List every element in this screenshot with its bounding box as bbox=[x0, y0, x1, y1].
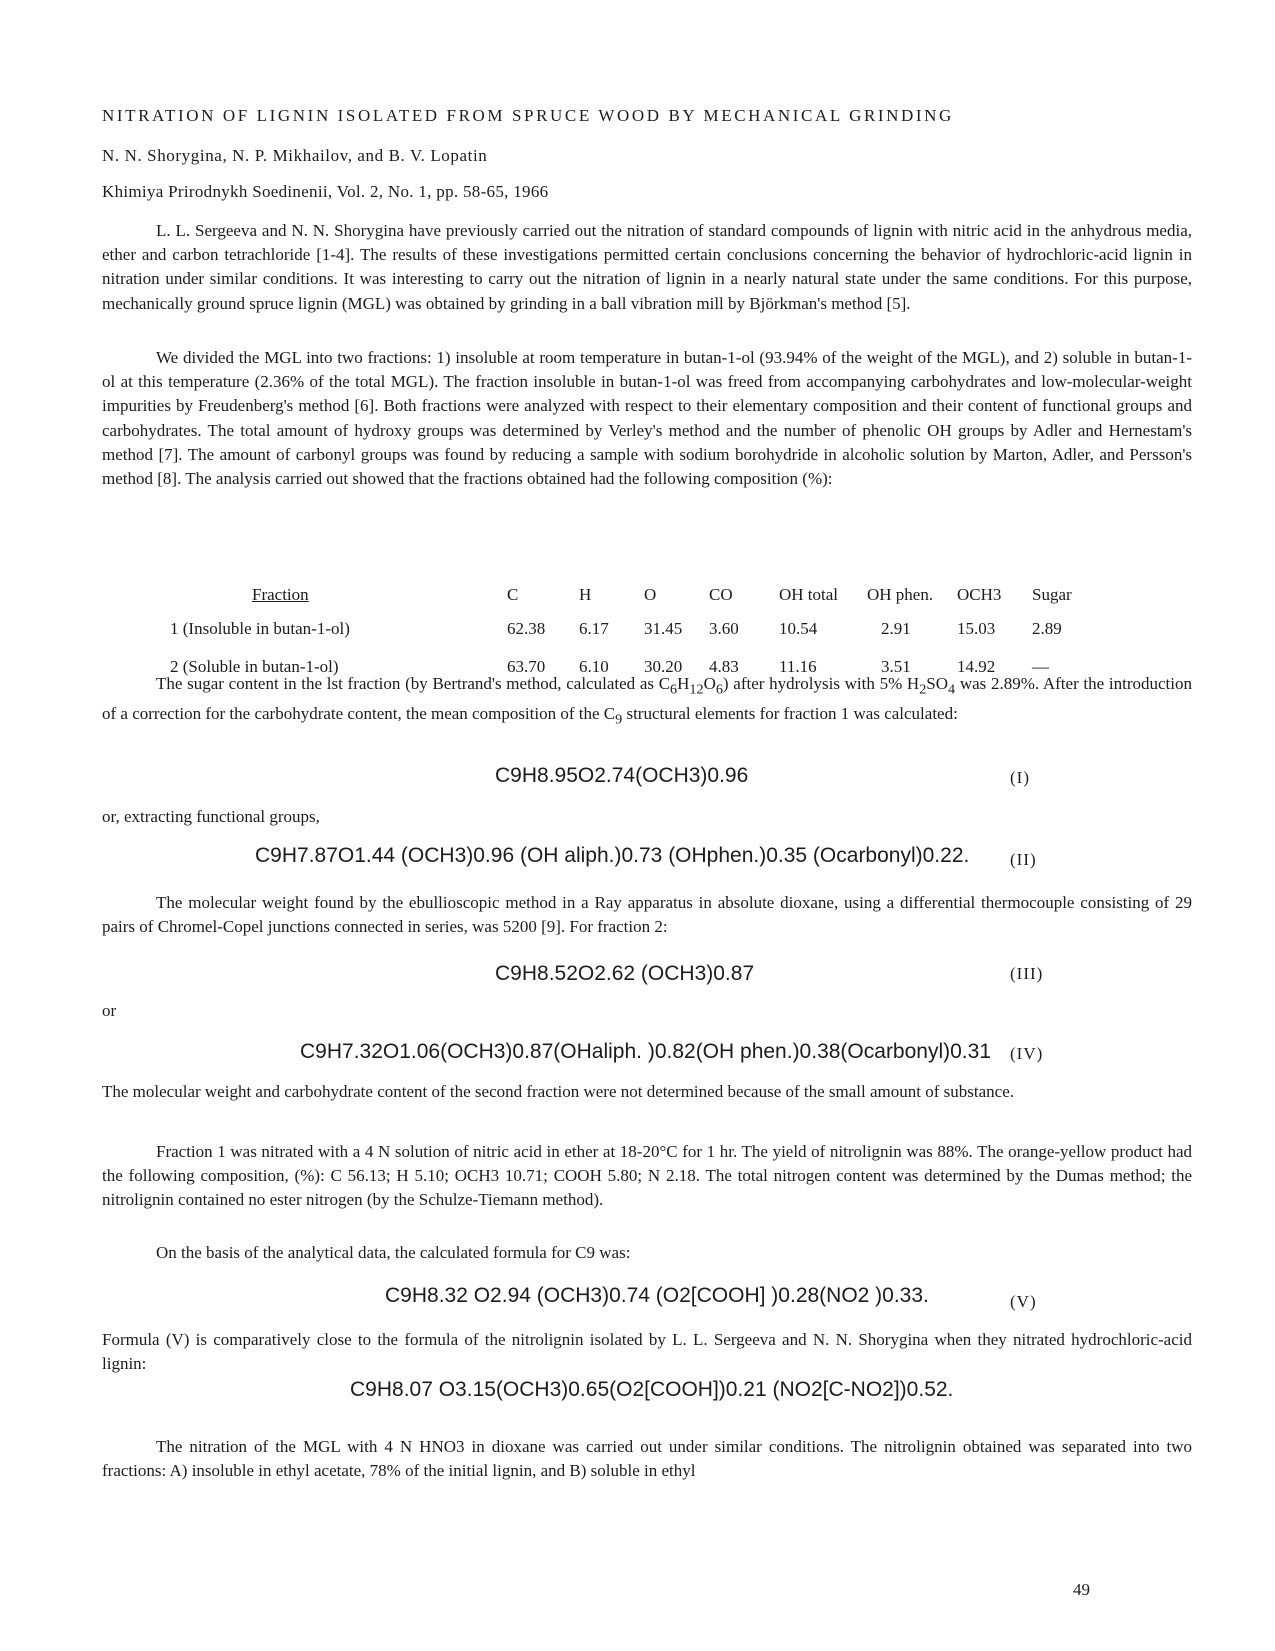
paragraph-dioxane: The nitration of the MGL with 4 N HNO3 in dioxane was carried out under similar conditions. The nitrolignin obtained was separated into two fractions: A) insoluble in ethyl acetate, 78% of the initial lignin, and B) soluble in ethyl bbox=[102, 1437, 1192, 1481]
paragraph-sugar: The sugar content in the lst fraction (by Bertrand's method, calculated as $C_6H_{12}O_6$) after hydrolysis with 5% $H_2SO_4$ was 2.89%. After the introduction of a correction for the carbohydrate content, the mean composition of the $C_9$ structural elements for fraction 1 was calculated: bbox=[102, 674, 1193, 727]
paragraph-calculated: On the basis of the analytical data, the calculated formula for C9 was: bbox=[156, 1243, 631, 1262]
journal-citation: Khimiya Prirodnykh Soedinenii, Vol. 2, No. 1, pp. 58-65, 1966 bbox=[102, 182, 549, 201]
table-cell: 6.17 bbox=[579, 619, 609, 638]
table-cell: 31.45 bbox=[644, 619, 683, 638]
table-cell: 10.54 bbox=[779, 619, 818, 638]
composition-table bbox=[170, 580, 1092, 686]
text-run: structural elements for fraction 1 was calculated: bbox=[626, 703, 958, 723]
paragraph-second-fraction: The molecular weight and carbohydrate content of the second fraction were not determined because of the small amount of substance. bbox=[102, 1082, 1014, 1101]
paragraph-nitration: Fraction 1 was nitrated with a 4 N solution of nitric acid in ether at 18-20°C for 1 hr. The yield of nitrolignin was 88%. The orange-yellow product had the following composition, (%): C 56.13; H 5.10; OCH3 10.71; COOH 5.80; N 2.18. The total nitrogen content was determined by the Dumas method; the nitrolignin contained no ester nitrogen (by the Schulze-Tiemann method). bbox=[102, 1142, 1192, 1210]
text-run: The sugar content in the lst fraction (by Bertrand's method, calculated as C bbox=[156, 674, 671, 693]
table-cell: — bbox=[1032, 657, 1049, 676]
equation-label: (V) bbox=[1010, 1292, 1037, 1311]
paper-title: NITRATION OF LIGNIN ISOLATED FROM SPRUCE WOOD BY MECHANICAL GRINDING bbox=[102, 106, 954, 125]
paragraph-extracting: or, extracting functional groups, bbox=[102, 807, 320, 826]
formula-IV: C9H7.32O1.06(OCH3)0.87(OHaliph. )0.82(OH phen.)0.38(Ocarbonyl)0.31 bbox=[300, 1040, 992, 1063]
paragraph-intro: L. L. Sergeeva and N. N. Shorygina have previously carried out the nitration of standard compounds of lignin with nitric acid in the anhydrous media, ether and carbon tetrachloride [1-4]. The results of these investigations permitted certain conclusions concerning the behavior of hydrochloric-acid lignin in nitration under similar conditions. It was interesting to carry out the nitration of lignin in a nearly natural state under the same conditions. For this purpose, mechanically ground spruce lignin (MGL) was obtained by grinding in a ball vibration mill by Björkman's method [5]. bbox=[102, 221, 1192, 313]
table-row bbox=[170, 610, 1092, 648]
paragraph-or: or bbox=[102, 1001, 117, 1020]
table-header: CO bbox=[709, 585, 733, 604]
formula-I: C9H8.95O2.74(OCH3)0.96 bbox=[495, 764, 749, 787]
formula-II: C9H7.87O1.44 (OCH3)0.96 (OH aliph.)0.73 (OHphen.)0.35 (Ocarbonyl)0.22. bbox=[255, 844, 970, 867]
text-run: was 2.89%. After the introduction of a correction for the carbohydrate content, the mean composition of the C bbox=[102, 674, 1193, 723]
text-run: after hydrolysis with 5% H bbox=[733, 674, 920, 693]
table-cell: 30.20 bbox=[644, 657, 683, 676]
table-cell: 4.83 bbox=[709, 657, 739, 676]
table-header: OH phen. bbox=[867, 585, 934, 604]
table-cell: 2 (Soluble in butan-1-ol) bbox=[170, 657, 339, 676]
paragraph-molecular-weight: The molecular weight found by the ebullioscopic method in a Ray apparatus in absolute dioxane, using a differential thermocouple consisting of 29 pairs of Chromel-Copel junctions connected in series, was 5200 [9]. For fraction 2: bbox=[102, 893, 1192, 937]
table-header: O bbox=[644, 585, 657, 604]
formula-VI: C9H8.07 O3.15(OCH3)0.65(O2[COOH])0.21 (NO2[C-NO2])0.52. bbox=[350, 1378, 954, 1401]
table-header: H bbox=[579, 585, 592, 604]
table-cell: 11.16 bbox=[779, 657, 817, 676]
table-cell: 1 (Insoluble in butan-1-ol) bbox=[170, 619, 350, 638]
table-cell: 3.51 bbox=[881, 657, 911, 676]
table-header: OCH3 bbox=[957, 585, 1002, 604]
paper-authors: N. N. Shorygina, N. P. Mikhailov, and B. V. Lopatin bbox=[102, 146, 488, 165]
paragraph-comparison: Formula (V) is comparatively close to the formula of the nitrolignin isolated by L. L. Sergeeva and N. N. Shorygina when they nitrated hydrochloric-acid lignin: bbox=[102, 1330, 1192, 1374]
equation-label: (I) bbox=[1010, 768, 1030, 787]
page-number: 49 bbox=[1073, 1580, 1090, 1599]
formula-III: C9H8.52O2.62 (OCH3)0.87 bbox=[495, 962, 755, 985]
table-cell: 2.89 bbox=[1032, 619, 1062, 638]
table-cell: 62.38 bbox=[507, 619, 546, 638]
equation-label: (II) bbox=[1010, 850, 1037, 869]
equation-label: (III) bbox=[1010, 964, 1044, 983]
table-cell: 63.70 bbox=[507, 657, 546, 676]
table-cell: 14.92 bbox=[957, 657, 996, 676]
table-header: Sugar bbox=[1032, 585, 1072, 604]
table-header: C bbox=[507, 585, 519, 604]
table-cell: 3.60 bbox=[709, 619, 739, 638]
table-cell: 6.10 bbox=[579, 657, 609, 676]
table-header: Fraction bbox=[252, 585, 309, 604]
equation-label: (IV) bbox=[1010, 1044, 1044, 1063]
formula-V: C9H8.32 O2.94 (OCH3)0.74 (O2[COOH] )0.28(NO2 )0.33. bbox=[385, 1284, 929, 1307]
table-header-row bbox=[170, 580, 1092, 610]
paragraph-fractions: We divided the MGL into two fractions: 1) insoluble at room temperature in butan-1-ol (93.94% of the weight of the MGL), and 2) soluble in butan-1-ol at this temperature (2.36% of the total MGL). The fraction insoluble in butan-1-ol was freed from accompanying carbohydrates and low-molecular-weight impurities by Freudenberg's method [6]. Both fractions were analyzed with respect to their elementary composition and their content of functional groups and carbohydrates. The total amount of hydroxy groups was determined by Verley's method and the number of phenolic OH groups by Adler and Hernestam's method [7]. The amount of carbonyl groups was found by reducing a sample with sodium borohydride in alcoholic solution by Marton, Adler, and Persson's method [8]. The analysis carried out showed that the fractions obtained had the following composition (%): bbox=[102, 348, 1192, 489]
table-header: OH total bbox=[779, 585, 839, 604]
table-cell: 2.91 bbox=[881, 619, 911, 638]
table-cell: 15.03 bbox=[957, 619, 996, 638]
